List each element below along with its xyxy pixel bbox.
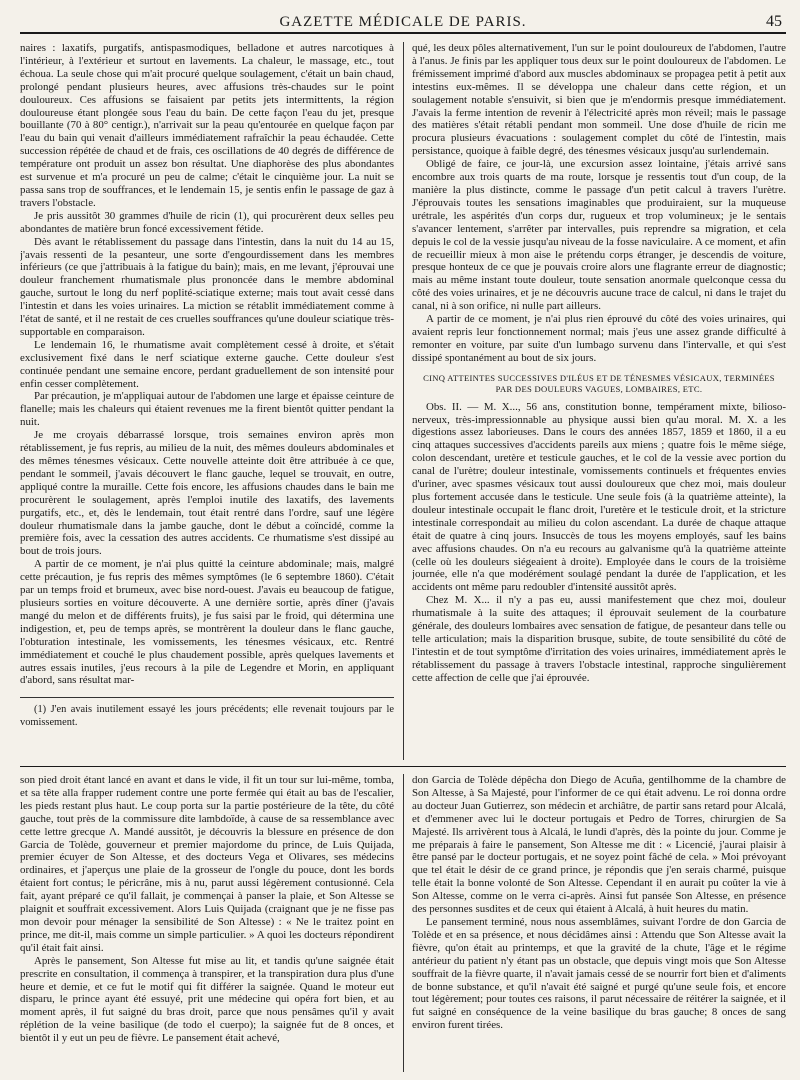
column-divider [403,774,404,1072]
paragraph: Par précaution, je m'appliquai autour de l'abdomen une large et épaisse ceinture de flanelle; mais les chaleurs qui étaient revenues me la firent bientôt quitter pendant la nuit. [20,390,394,429]
lower-article [20,774,786,1074]
page-header [20,12,786,34]
publication-title: GAZETTE MÉDICALE DE PARIS. [279,14,527,30]
paragraph: A partir de ce moment, je n'ai plus quitté la ceinture abdominale; mais, malgré cette précaution, je fus repris des mêmes symptômes (le 6 septembre 1860). C'était par un temps froid et brumeux, avec bise nord-ouest. J'avais eu beaucoup de fatigue, plusieurs sorties en voiture découverte. A une dernière sortie, après dîner (j'avais mangé du melon et de différents fruits), je fus saisi par le froid, qui détermina une indigestion, et, peu de temps après, se montrèrent la douleur dans le flanc gauche, l'obturation intestinale, les vomissements, les ténesmes vésicaux, etc. Rentré immédiatement et couché le plus chaudement possible, après quelques lavements et autres essais inutiles, j'eus recours à la pile de Legendre et Morin, en appliquant d'abord, sans résultat mar- [20,558,394,687]
paragraph: Obs. II. — M. X..., 56 ans, constitution bonne, tempérament mixte, bilioso-nerveux, très-impressionnable au physique aussi bien qu'au moral. M. X. a les digestions assez laborieuses. Dans le cours des années 1857, 1859 et 1860, il a eu cinq attaques successives d'accidents pareils aux miens ; quatre fois le même siége, colon descendant, uretère et testicule gauches, et le col de la vessie avec portion du canal de l'urètre; douleur intestinale, vomissements continuels et fréquentes envies d'uriner, avec spasmes vésicaux tout aussi douloureux que chez moi, mais douleur plus fortement accusée dans le testicule. Une seule fois (à la quatrième atteinte), la douleur intestinale occupait le flanc droit, l'uretère et le testicule droit, et la stricture intestinale correspondait au milieu du colon ascendant. La durée de chaque attaque était de quatre à cinq jours. Insuccès de tous les moyens employés, sauf les bains avec affusions chaudes. On n'a eu recours au galvanisme qu'à la quatrième atteinte (celle où les douleurs siégeaient à droite). Employée dans le cours de la troisième journée, elle n'a que modérément soulagé pendant la durée de l'application, et les accidents ont même paru redoubler d'intensité aussitôt après. [412,400,786,594]
paragraph: Chez M. X... il n'y a pas eu, aussi manifestement que chez moi, douleur rhumatismale à la suite des attaques; il éprouvait seulement de la courbature générale, des douleurs lombaires avec sensation de fatigue, de pesanteur dans telle ou telle articulation; mais la disparition brusque, subite, de toute sensibilité du côté de l'intestin et de tout symptôme d'irritation des voies urinaires, immédiatement après le rétablissement du passage à travers l'obstacle intestinal, rapproche singulièrement cette affection de celle que j'ai éprouvée. [412,594,786,684]
section-separator [20,766,786,767]
paragraph: Obligé de faire, ce jour-là, une excursion assez lointaine, j'étais arrivé sans encombre aux trois quarts de ma route, lorsque je ressentis tout d'un coup, de la manière la plus distincte, comme le passage d'un petit calcul à travers l'urètre. J'éprouvais toutes les sensations imaginables que produiraient, sur la muqueuse urétrale, les aspérités d'un corps dur, rugueux et trop volumineux; je le sentais s'avancer lentement, s'arrêter par intervalles, puis reprendre sa migration, et cela depuis le col de la vessie jusqu'au niveau de la fosse naviculaire. A ce moment, et afin de recueillir mieux à mon aise le prétendu corps étranger, je descendis de voiture, presque honteux de ce que je pouvais croire alors une flagrante erreur de diagnostic; mais au même instant toute douleur, toute sensation anormale quelconque cessa du côté des voies urinaires, et je ne découvris aucune trace de calcul, ni dans le trajet du canal, ni à son orifice, ni nulle part ailleurs. [412,158,786,313]
paragraph: Le lendemain 16, le rhumatisme avait complètement cessé à droite, et s'était exclusivement fixé dans le nerf sciatique externe gauche. Cette douleur s'est continuée pendant une semaine encore, perdant graduellement de son intensité pour enfin cesser complètement. [20,338,394,390]
paragraph: Je pris aussitôt 30 grammes d'huile de ricin (1), qui procurèrent deux selles peu abondantes de matière brun foncé excessivement fétide. [20,209,394,235]
paragraph: Le pansement terminé, nous nous assemblâmes, suivant l'ordre de don Garcia de Tolède et en sa présence, et nous décidâmes ainsi : Attendu que Son Altesse avait la fièvre, qu'on était au printemps, et que la gravité de la chute, l'âge et le régime antérieur du patient n'y étant pas un obstacle, que depuis vingt mois que Son Altesse souffrait de la fièvre quarte, il n'avait jamais cessé de se nourrir fort bien et d'aliments de bonne substance, et qu'il n'avait été saigné et purgé qu'une seule fois, et encore tout légèrement; pour toutes ces raisons, il parut nécessaire de réitérer la saignée, et il fut saigné en conséquence de la veine basilique du bras gauche; 8 onces de sang environ furent tirées. [412,915,786,1032]
lower-right-column [412,774,786,1074]
upper-right-column [412,42,786,762]
paragraph: naires : laxatifs, purgatifs, antispasmodiques, belladone et autres narcotiques à l'intérieur, à l'extérieur et surtout en lavements. La chaleur, le massage, etc., tout échoua. La seule chose qui m'ait procuré quelque soulagement, c'était un bain chaud, prolongé pendant plusieurs heures, avec affusions très-chaudes sur le point douloureux. Ces affusions se faisaient par petits jets intermittents, la région douloureuse étant plongée sous l'eau du bain. De cette façon l'eau du jet, presque bouillante (70 à 80° centigr.), n'arrivait sur la peau qu'entourée en quelque façon par l'eau du bain qui venait d'ailleurs immédiatement rafraîchir la peau échaudée. Cette succession répétée de chaud et de frais, ces oscillations de 40 degrés de différence de température ont produit un assez bon résultat. Une diaphorèse des plus abondantes est survenue et m'a procuré un peu de calme; c'était le cinquième jour. La nuit se passa sans trop de souffrances, et le lendemain 15, je sentis enfin le passage de gaz à travers l'obstacle. [20,42,394,209]
column-divider [403,42,404,760]
paragraph: Je me croyais débarrassé lorsque, trois semaines environ après mon rétablissement, je fus repris, au milieu de la nuit, des mêmes douleurs abdominales et des mêmes ténesmes vésicaux. Cette nouvelle atteinte doit être attribuée à ce que, pendant le sommeil, j'avais découvert le flanc gauche, lequel se trouvait, en outre, appliqué contre la muraille. Cette fois encore, les affusions chaudes dans le bain me procurèrent le soulagement, après l'emploi inutile des laxatifs, des lavements purgatifs, etc., et, dès le lendemain, tout était rentré dans l'ordre, sauf une légère douleur rhumatismale dans la jambe gauche, dont le début a coïncidé, comme la première fois, avec la cessation des autres accidents. Ce rhumatisme s'est dissipé au bout de trois jours. [20,429,394,558]
section-title: CINQ ATTEINTES SUCCESSIVES D'ILÉUS ET DE TÉNESMES VÉSICAUX, TERMINÉES PAR DES DOULEURS VAGUES, LOMBAIRES, ETC. [423,372,775,394]
lower-left-column [20,774,394,1074]
footnote: (1) J'en avais inutilement essayé les jours précédents; elle revenait toujours par le vomissement. [20,704,394,728]
paragraph: qué, les deux pôles alternativement, l'un sur le point douloureux de l'abdomen, l'autre à l'anus. Je finis par les appliquer tous deux sur le point douloureux de l'abdomen. Le frémissement imprimé d'abord aux muscles abdominaux se propagea petit à petit aux intestins eux-mêmes. Il se développa une chaleur dans cette région, et un soulagement notable s'ensuivit, si bien que je m'endormis presque immédiatement. J'avais la ferme intention de revenir à l'électricité après mon réveil; mais le passage des matières s'était rétabli pendant mon sommeil. Une dose d'huile de ricin me procura plusieurs évacuations : soulagement complet du côté de l'intestin, mais persistance, quoique à faible degré, des ténesmes vésicaux jusqu'au surlendemain. [412,42,786,158]
page-number: 45 [766,13,782,30]
upper-left-column [20,42,394,762]
paragraph: Après le pansement, Son Altesse fut mise au lit, et tandis qu'une saignée était prescrite en consultation, il commença à transpirer, et la transpiration dura plus d'une heure et demie, et ce fut le motif qui fit différer la saignée. Quand le moteur eut disparu, le prince ayant été essuyé, prit une médecine qui opéra fort bien, et au moment après, il fut saigné du bras droit, parce que nous pensâmes qu'il y avait réplétion de la veine basilique (de todo el cuerpo); la saignée fut de 8 onces, et bientôt il y eut un peu de fièvre. Le pansement était achevé, [20,954,394,1045]
upper-article [20,42,786,762]
paragraph: A partir de ce moment, je n'ai plus rien éprouvé du côté des voies urinaires, qui avaient repris leur fonctionnement normal; mais j'eus une assez grande difficulté à remonter en voiture, par suite d'un lumbago survenu dans l'intervalle, et qui s'est dissipé spontanément au bout de six jours. [412,313,786,364]
footnote-divider [20,697,394,698]
paragraph: son pied droit étant lancé en avant et dans le vide, il fit un tour sur lui-même, tomba, et sa tête alla frapper rudement contre une porte fermée qui était au bas de l'escalier, les pieds restant plus haut. Le coup porta sur la partie postérieure de la tête, du côté gauche, tout près de la commissure dite lambdoïde, à cause de sa ressemblance avec cette lettre grecque Λ. Mandé aussitôt, je découvris la blessure en présence de don Garcia de Tolède, gouverneur et premier majordome du prince, de Luis Quijada, premier écuyer de Son Altesse, et des docteurs Vega et Olivares, ses médecins ordinaires, et j'aperçus une plaie de la grosseur de l'ongle du pouce, dont les bords étaient fort contus; le péricrâne, mis à nu, parut aussi légèrement contusionné. Cela fait, ayant préparé ce qu'il fallait, je commençai à panser la plaie, et Son Altesse se plaignit et souffrait excessivement. Alors Luis Quijada (craignant que je ne fisse pas mon devoir pour ménager la sensibilité de Son Altesse) : « Ne le traitez point en prince, me dit-il, mais comme un simple particulier. » A quoi les docteurs répondirent qu'il était fait ainsi. [20,774,394,954]
paragraph: Dès avant le rétablissement du passage dans l'intestin, dans la nuit du 14 au 15, j'avais ressenti de la pesanteur, une sorte d'engourdissement dans les membres inférieurs (ce que j'attribuais à la fatigue du bain); mais, en me levant, j'éprouvai une douleur franchement rhumatismale plus prononcée dans le membre abdominal gauche, surtout le long du nerf poplité-sciatique externe; mais tout avait cessé dans l'intestin et dans les voies urinaires. La miction se rétablit immédiatement comme à l'état de santé, et il ne restait de ces cruelles souffrances qu'une douleur sciatique très-supportable en comparaison. [20,235,394,338]
paragraph: don Garcia de Tolède dépêcha don Diego de Acuña, gentilhomme de la chambre de Son Altesse, à Sa Majesté, pour l'informer de ce qui était advenu. Le roi donna ordre au docteur Juan Gutierrez, son médecin et archiâtre, de partir sans retard pour Alcalá, et d'emmener avec lui le docteur portugais et Pedro de Torres, chirurgien de Sa Majesté. Ils arrivèrent tous à Alcalá, le lundi d'après, dès la pointe du jour. Comme je me préparais à faire le pansement, Son Altesse me dit : « Licencié, j'aurai plaisir à être pansé par le docteur portugais, et ne soyez point fâché de cela. » Moi prévoyant que tel était le désir de ce grand prince, je répondis que j'en serais charmé, puisque telle était la bonne volonté de Son Altesse. Cependant il en aurait pu coûter la vie à Son Altesse, comme on le verra ci-après. Ainsi fut pansée Son Altesse, en présence des personnes susdites et de ceux qui étaient à Alcalá, à huit heures du matin. [412,774,786,916]
